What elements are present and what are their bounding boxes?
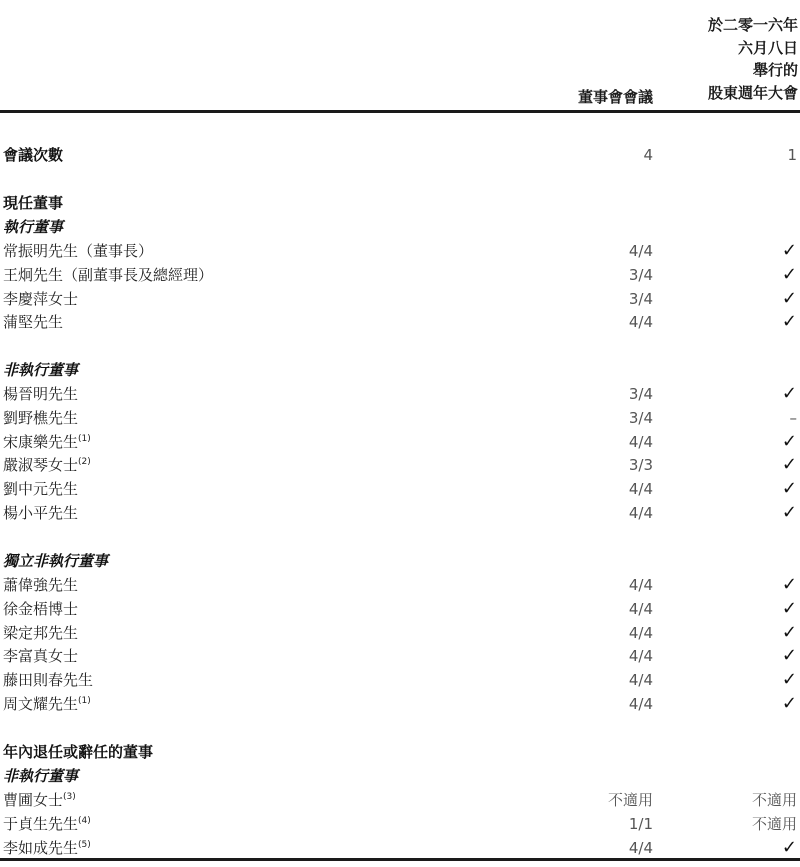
board-attendance: 不適用 — [607, 791, 653, 809]
agm-count: 1 — [787, 146, 797, 164]
board-attendance: 4/4 — [628, 432, 653, 451]
board-attendance: 4/4 — [628, 838, 653, 857]
director-row — [0, 287, 800, 311]
agm-attended-check-icon: ✓ — [781, 454, 797, 476]
agm-attended-check-icon: ✓ — [781, 287, 797, 309]
agm-attendance: – — [789, 408, 797, 427]
director-name: 劉野樵先生 — [3, 408, 79, 427]
agm-attended-check-icon: ✓ — [781, 597, 797, 619]
board-attendance: 4/4 — [628, 623, 653, 642]
agm-attended-check-icon: ✓ — [781, 836, 797, 858]
meetings-count-row — [0, 143, 800, 167]
director-row — [0, 239, 800, 263]
director-name: 嚴淑琴女士$^{(2)}$ — [3, 456, 91, 475]
director-name: 藤田則春先生 — [3, 671, 94, 690]
board-attendance: 3/3 — [628, 456, 653, 475]
meetings-count-label: 會議次數 — [3, 146, 64, 164]
agm-attended-check-icon: ✓ — [781, 430, 797, 452]
subsection-retired-non-executive: 非執行董事 — [3, 767, 79, 785]
board-attendance: 4/4 — [628, 480, 653, 499]
board-attendance: 3/4 — [628, 265, 653, 284]
section-current-directors: 現任董事 — [3, 194, 64, 212]
director-row — [0, 477, 800, 501]
board-attendance: 1/1 — [628, 814, 653, 833]
subsection-non-executive-directors: 非執行董事 — [3, 361, 79, 379]
director-row — [0, 453, 800, 477]
board-attendance: 4/4 — [628, 599, 653, 618]
board-meeting-column-header: 董事會會議 — [577, 88, 653, 106]
director-name: 李慶萍女士 — [3, 289, 79, 308]
director-name: 常振明先生（董事長） — [3, 242, 154, 260]
director-row — [0, 644, 800, 668]
footnote-marker: (1) — [78, 433, 91, 444]
director-name: 梁定邦先生 — [3, 623, 79, 642]
director-name: 蒲堅先生 — [3, 313, 64, 332]
director-name: 楊晉明先生 — [3, 385, 79, 403]
director-name: 王炯先生（副董事長及總經理） — [3, 265, 214, 284]
board-attendance: 4/4 — [628, 647, 653, 666]
agm-attended-check-icon: ✓ — [781, 502, 797, 523]
subsection-independent-directors: 獨立非執行董事 — [3, 552, 109, 570]
director-name: 于貞生先生$^{(4)}$ — [3, 814, 91, 833]
agm-attended-check-icon: ✓ — [781, 693, 797, 714]
agm-attendance: 不適用 — [751, 814, 797, 833]
board-attendance: 4/4 — [628, 504, 653, 522]
section-retired-directors: 年內退任或辭任的董事 — [3, 743, 154, 761]
footnote-marker: (2) — [78, 457, 91, 468]
agm-attended-check-icon: ✓ — [781, 621, 797, 643]
director-row — [0, 406, 800, 430]
director-name: 蕭偉強先生 — [3, 576, 79, 594]
agm-attended-check-icon: ✓ — [781, 383, 797, 404]
director-row — [0, 263, 800, 287]
board-attendance: 4/4 — [628, 671, 653, 690]
agm-attended-check-icon: ✓ — [781, 669, 797, 691]
director-name: 李如成先生$^{(5)}$ — [3, 838, 91, 857]
agm-attended-check-icon: ✓ — [781, 574, 797, 595]
board-attendance: 4/4 — [628, 576, 653, 594]
director-name: 劉中元先生 — [3, 480, 79, 499]
footnote-marker: (5) — [78, 839, 91, 850]
director-row — [0, 430, 800, 454]
director-row — [0, 621, 800, 645]
agm-attended-check-icon: ✓ — [781, 263, 797, 285]
director-name: 周文耀先生$^{(1)}$ — [3, 695, 91, 713]
director-row — [0, 812, 800, 836]
director-name: 李富真女士 — [3, 647, 79, 666]
director-row — [0, 788, 800, 812]
footnote-marker: (3) — [63, 792, 76, 802]
director-name: 楊小平先生 — [3, 504, 79, 522]
board-attendance: 4/4 — [628, 695, 653, 713]
board-attendance: 4/4 — [628, 242, 653, 260]
director-row — [0, 668, 800, 692]
board-attendance: 3/4 — [628, 408, 653, 427]
header-rule — [0, 110, 800, 113]
subsection-executive-directors: 執行董事 — [3, 218, 64, 236]
director-name: 曹圃女士$^{(3)}$ — [3, 791, 76, 809]
board-attendance: 4/4 — [628, 313, 653, 332]
agm-attendance: 不適用 — [751, 791, 797, 809]
director-name: 宋康樂先生$^{(1)}$ — [3, 432, 91, 451]
agm-attended-check-icon: ✓ — [781, 240, 797, 261]
director-row — [0, 310, 800, 334]
director-row — [0, 692, 800, 716]
agm-column-header: 於二零一六年 六月八日 舉行的 股東週年大會 — [707, 16, 798, 102]
director-row — [0, 501, 800, 525]
director-row — [0, 597, 800, 621]
board-attendance: 3/4 — [628, 289, 653, 308]
agm-attended-check-icon: ✓ — [781, 645, 797, 667]
table-header — [0, 0, 800, 112]
footer-rule — [0, 858, 800, 861]
footnote-marker: (1) — [78, 696, 91, 706]
agm-attended-check-icon: ✓ — [781, 311, 797, 333]
director-name: 徐金梧博士 — [3, 599, 79, 618]
director-row — [0, 836, 800, 860]
board-meeting-count: 4 — [643, 146, 653, 164]
director-row — [0, 573, 800, 597]
director-row — [0, 382, 800, 406]
board-attendance: 3/4 — [628, 385, 653, 403]
agm-attended-check-icon: ✓ — [781, 478, 797, 500]
footnote-marker: (4) — [78, 815, 91, 826]
